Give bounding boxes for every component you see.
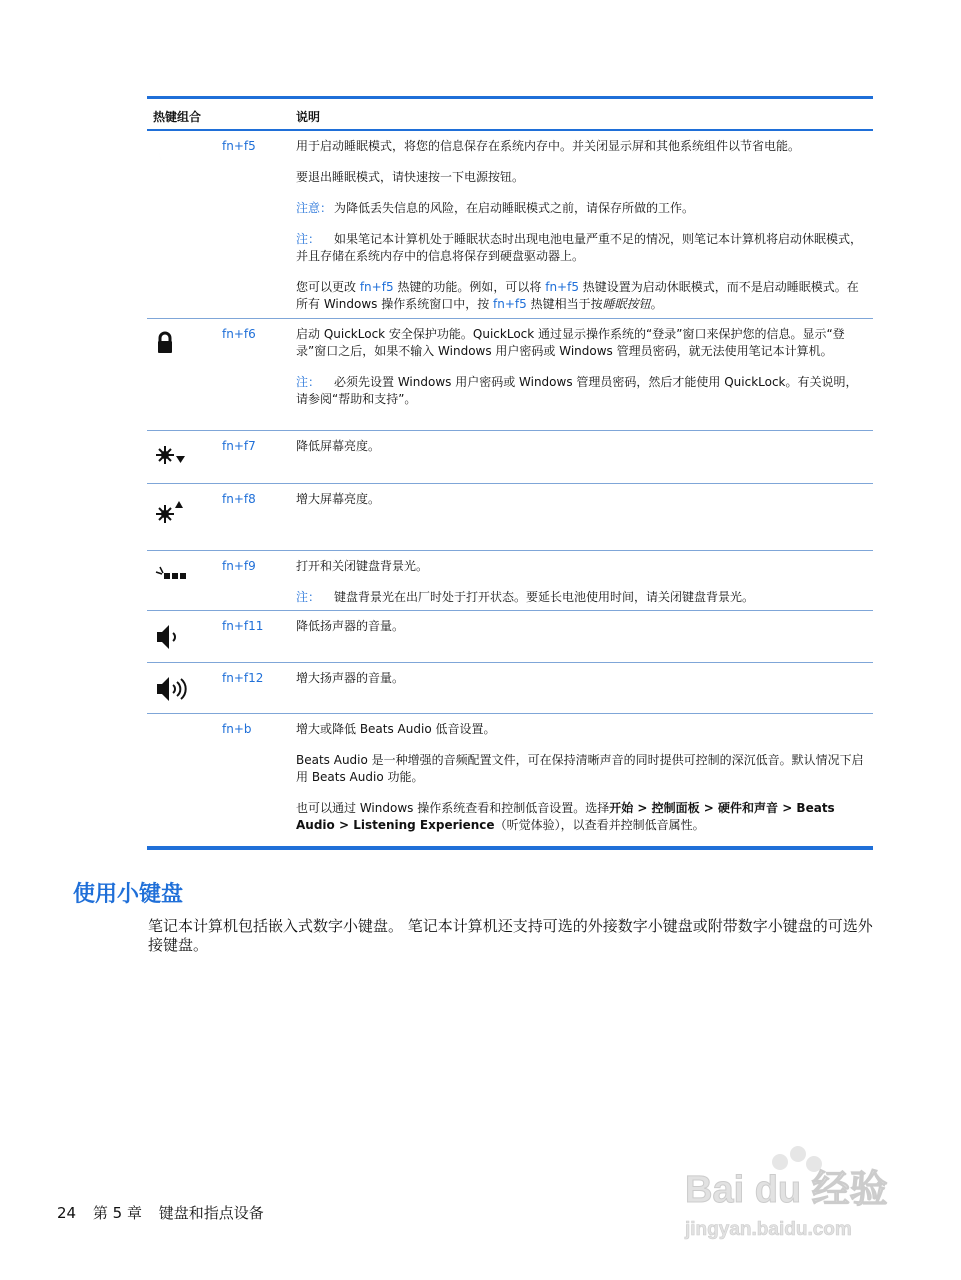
description-paragraph xyxy=(296,721,867,738)
menu-path: 开始 > 控制面板 > 硬件和声音 > Beats Audio > Listening Experience xyxy=(296,801,835,832)
paragraph-text: 为降低丢失信息的风险，在启动睡眠模式之前，请保存所做的工作。 xyxy=(334,201,695,215)
table-row xyxy=(147,319,873,431)
description xyxy=(296,714,873,846)
description-paragraph xyxy=(296,374,867,408)
description xyxy=(296,611,873,647)
note-label: 注： xyxy=(296,590,321,604)
svg-text:jingyan.baidu.com: jingyan.baidu.com xyxy=(685,1219,852,1240)
description xyxy=(296,319,873,420)
chapter-title: 键盘和指点设备 xyxy=(158,1204,264,1222)
text: 您可以更改 xyxy=(296,280,360,294)
table-row xyxy=(147,611,873,663)
hotkey-label: fn+f8 xyxy=(222,492,256,506)
description-paragraph xyxy=(296,589,867,606)
text: 热键的功能。例如，可以将 xyxy=(393,280,546,294)
header-hotkey: 热键组合 xyxy=(153,110,202,124)
header-description: 说明 xyxy=(296,110,321,124)
brightness-up-icon xyxy=(155,496,195,526)
page-number: 24 xyxy=(57,1204,77,1222)
paragraph-text: 如果笔记本计算机处于睡眠状态时出现电池电量严重不足的情况，则笔记本计算机将启动休眠模式，并且存储在系统内存中的信息将保存到硬盘驱动器上。 xyxy=(296,232,863,263)
text: 热键设置为启动休眠模式，而不是启动睡眠模式。在所有 Windows 操作系统窗口中，按 xyxy=(296,280,859,311)
table-row xyxy=(147,663,873,714)
description-paragraph xyxy=(296,558,867,575)
section-body: 笔记本计算机包括嵌入式数字小键盘。 笔记本计算机还支持可选的外接数字小键盘或附带数字小键盘的可选外接键盘。 xyxy=(148,917,873,954)
description-paragraph xyxy=(296,670,867,687)
table-row xyxy=(147,484,873,551)
description xyxy=(296,131,873,325)
paragraph-text: Beats Audio 是一种增强的音频配置文件，可在保持清晰声音的同时提供可控制的深沉低音。默认情况下启用 Beats Audio 功能。 xyxy=(296,753,864,784)
hotkey-ref: fn+f5 xyxy=(545,280,579,294)
hotkey-label: fn+f6 xyxy=(222,327,256,341)
paragraph-text: 键盘背景光在出厂时处于打开状态。要延长电池使用时间，请关闭键盘背景光。 xyxy=(334,590,755,604)
paragraph-text: 必须先设置 Windows 用户密码或 Windows 管理员密码，然后才能使用 QuickLock。有关说明，请参阅“帮助和支持”。 xyxy=(296,375,858,406)
description-paragraph xyxy=(296,800,867,834)
table-row xyxy=(147,714,873,850)
hotkey-label: fn+f12 xyxy=(222,671,264,685)
paragraph-text: 用于启动睡眠模式，将您的信息保存在系统内存中。并关闭显示屏和其他系统组件以节省电能。 xyxy=(296,139,801,153)
hotkey-label: fn+f5 xyxy=(222,139,256,153)
description xyxy=(296,663,873,699)
paragraph-text: 增大屏幕亮度。 xyxy=(296,492,381,506)
brightness-down-icon xyxy=(155,443,195,473)
hotkey-ref: fn+f5 xyxy=(359,280,394,294)
note-label: 注： xyxy=(296,232,321,246)
paragraph-text: 增大或降低 Beats Audio 低音设置。 xyxy=(296,722,496,736)
paragraph-text: 打开和关闭键盘背景光。 xyxy=(296,559,429,573)
paragraph-text: 降低屏幕亮度。 xyxy=(296,439,381,453)
table-row xyxy=(147,131,873,319)
lock-icon xyxy=(155,331,195,361)
description-paragraph xyxy=(296,326,867,360)
text: 也可以通过 Windows 操作系统查看和控制低音设置。选择 xyxy=(296,801,610,815)
section-title: 使用小键盘 xyxy=(73,882,184,907)
text: 热键相当于按 xyxy=(526,297,603,311)
table-header xyxy=(147,96,873,131)
sleep-button-ref: 睡眠按钮 xyxy=(602,297,651,311)
volume-down-icon xyxy=(155,623,195,653)
text: 。 xyxy=(650,297,663,311)
baidu-watermark xyxy=(680,1140,905,1245)
hotkey-label: fn+f9 xyxy=(222,559,256,573)
hotkey-table xyxy=(147,96,873,850)
description-paragraph xyxy=(296,491,867,508)
keyboard-backlight-icon xyxy=(155,563,195,593)
svg-text:Bai du 经验: Bai du 经验 xyxy=(685,1169,888,1211)
note-label: 注： xyxy=(296,375,321,389)
hotkey-label: fn+b xyxy=(222,722,252,736)
text: （听觉体验） xyxy=(494,818,561,832)
description xyxy=(296,551,873,618)
paragraph-text: 要退出睡眠模式，请快速按一下电源按钮。 xyxy=(296,170,525,184)
page-footer xyxy=(57,1202,276,1223)
description-paragraph xyxy=(296,279,867,313)
text: ，以查看并控制低音属性。 xyxy=(560,818,705,832)
hotkey-label: fn+f7 xyxy=(222,439,256,453)
description-paragraph xyxy=(296,169,867,186)
description xyxy=(296,484,873,520)
paragraph-text: 降低扬声器的音量。 xyxy=(296,619,405,633)
description xyxy=(296,431,873,467)
description-paragraph xyxy=(296,618,867,635)
description-paragraph xyxy=(296,231,867,265)
note-label: 注意： xyxy=(296,201,333,215)
hotkey-label: fn+f11 xyxy=(222,619,264,633)
table-row xyxy=(147,431,873,484)
paragraph-text: 增大扬声器的音量。 xyxy=(296,671,405,685)
description-paragraph xyxy=(296,200,867,217)
description-paragraph xyxy=(296,752,867,786)
table-row xyxy=(147,551,873,611)
chapter-number: 第 5 章 xyxy=(92,1204,142,1222)
sleep-moon-icon xyxy=(155,143,195,173)
hotkey-ref: fn+f5 xyxy=(493,297,527,311)
description-paragraph xyxy=(296,138,867,155)
description-paragraph xyxy=(296,438,867,455)
volume-up-icon xyxy=(155,675,195,705)
paragraph-text: 启动 QuickLock 安全保护功能。QuickLock 通过显示操作系统的“登录”窗口来保护您的信息。显示“登录”窗口之后，如果不输入 Windows 用户密码或 Windows 管理员密码，就无法使用笔记本计算机。 xyxy=(296,327,845,358)
